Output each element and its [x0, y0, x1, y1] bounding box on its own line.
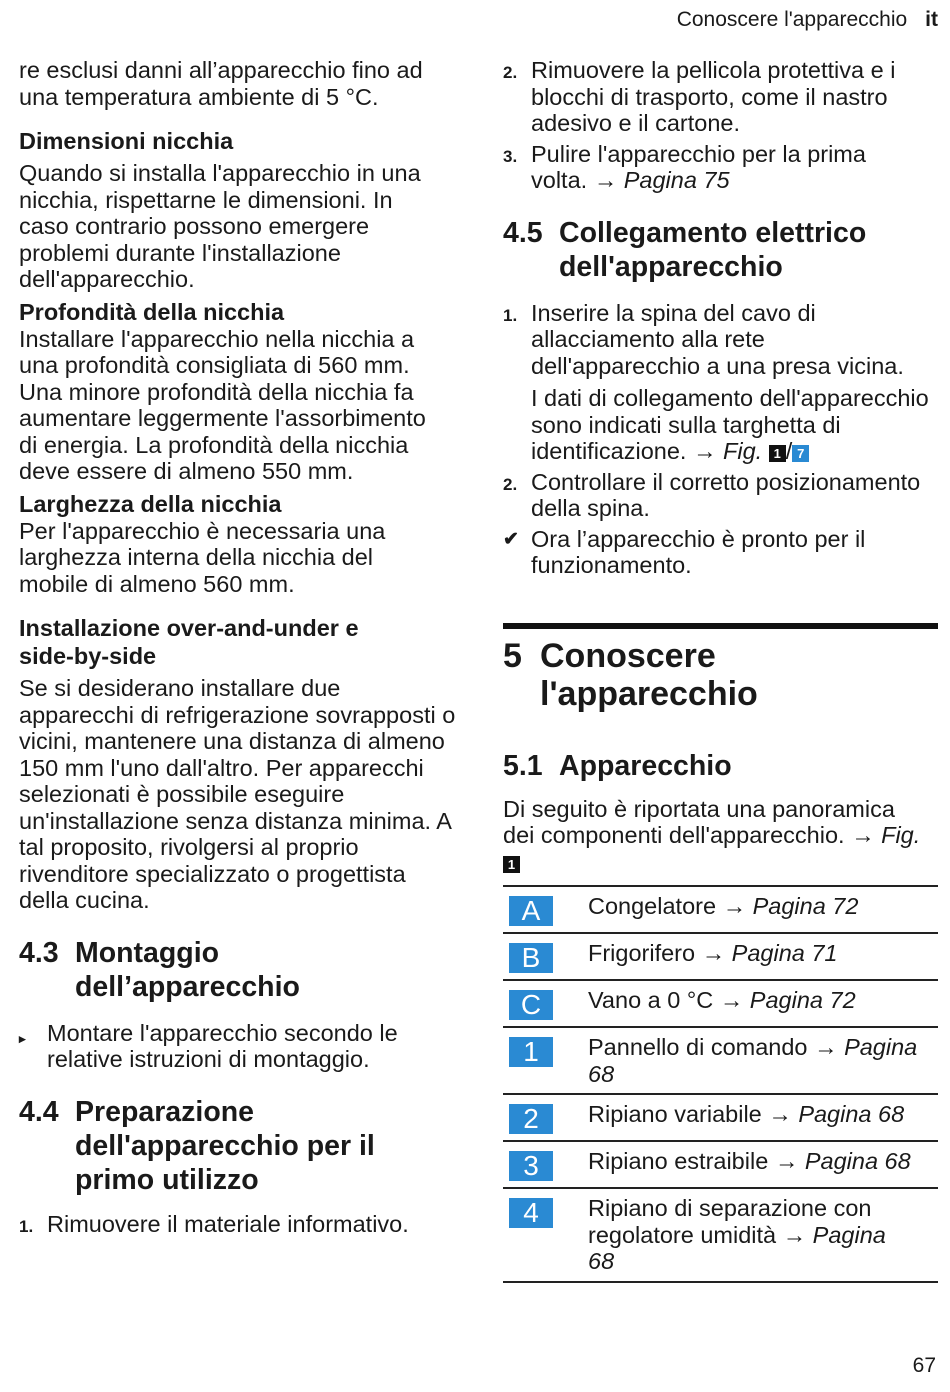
- electric-note: I dati di collegamento dell'apparecchio sono indicati sulla targhetta di identificazione. → Fig. 1 / 7: [531, 385, 929, 464]
- fig-ref: Fig.: [723, 438, 763, 464]
- check-icon: ✔: [503, 528, 519, 550]
- step-number: 1.: [19, 1216, 34, 1236]
- width-title: Larghezza della nicchia: [19, 490, 282, 517]
- component-desc-cell: [588, 933, 938, 980]
- step-text: Inserire la spina del cavo di allacciamento alla rete dell'apparecchio a una presa vicina.: [531, 299, 904, 379]
- page-ref-link[interactable]: Pagina 72: [749, 987, 856, 1013]
- section-5-1-title: Apparecchio: [559, 749, 732, 782]
- step-number: 1.: [503, 305, 518, 325]
- component-row: [503, 886, 938, 933]
- chapter-5-number: 5: [503, 636, 522, 675]
- page-ref-link[interactable]: Pagina 68: [588, 1034, 918, 1087]
- component-label: Ripiano estraibile: [588, 1148, 769, 1174]
- section-5-1-heading: [503, 749, 938, 783]
- arrow-icon: →: [774, 1148, 799, 1174]
- step-3: [503, 141, 938, 194]
- component-badge: 3: [509, 1151, 553, 1181]
- header-title: Conoscere l'apparecchio: [676, 8, 908, 31]
- intro-text: re esclusi danni all’apparecchio fino ad una temperatura ambiente di 5 °C.: [19, 57, 423, 110]
- section-5-1-text: [503, 796, 928, 876]
- component-badge: A: [509, 896, 553, 926]
- component-row: [503, 1188, 938, 1282]
- result-text: Ora l’apparecchio è pronto per il funzionamento.: [531, 525, 866, 578]
- step-text: Rimuovere la pellicola protettiva e i blocchi di trasporto, come il nastro adesivo e il cartone.: [531, 57, 896, 136]
- left-column: [19, 57, 459, 1240]
- component-label: Frigorifero: [588, 940, 696, 966]
- step-number: 2.: [503, 474, 518, 494]
- chapter-5-title: Conoscere l'apparecchio: [540, 636, 758, 713]
- width-text: Per l'apparecchio è necessaria una larghezza interna della nicchia del mobile di almeno 560 mm.: [19, 517, 386, 597]
- step-number: 2.: [503, 63, 518, 82]
- component-key-cell: [503, 1027, 588, 1094]
- page-ref-link[interactable]: Pagina 68: [798, 1101, 905, 1127]
- component-key-cell: [503, 1188, 588, 1282]
- page-ref-link[interactable]: Pagina 71: [731, 940, 838, 966]
- component-desc-cell: [588, 886, 938, 933]
- component-row: [503, 1141, 938, 1188]
- arrow-icon: →: [701, 940, 726, 966]
- right-column: [503, 57, 938, 1283]
- component-badge: 1: [509, 1037, 553, 1067]
- component-key-cell: [503, 933, 588, 980]
- component-key-cell: [503, 886, 588, 933]
- ou-text: Se si desiderano installare due apparecchi di refrigerazione sovrapposti o vicini, mantenere una distanza di almeno 150 mm l'uno dall'altro. Per apparecchi selezionati è possibile eseguire un'installazione senza distanza minima. A tal proposito, rivolgersi al proprio rivenditore specializzato o progettista della cucina.: [19, 675, 456, 913]
- bullet-text: Montare l'apparecchio secondo le relative istruzioni di montaggio.: [47, 1019, 398, 1072]
- page-ref-link[interactable]: Pagina 75: [623, 167, 730, 193]
- electric-step-2: [503, 469, 938, 522]
- overview-text: Di seguito è riportata una panoramica dei componenti dell'apparecchio.: [503, 795, 895, 848]
- component-desc-cell: [588, 1094, 938, 1141]
- component-label: Vano a 0 °C: [588, 987, 714, 1013]
- page-header: [677, 8, 938, 32]
- arrow-icon: →: [814, 1034, 838, 1060]
- component-label: Ripiano variabile: [588, 1101, 762, 1127]
- components-table: [503, 885, 938, 1283]
- step-number: 3.: [503, 146, 518, 166]
- section-4-3-number: 4.3: [19, 936, 59, 969]
- component-label: Pannello di comando: [588, 1034, 808, 1060]
- page-number: 67: [912, 1354, 936, 1377]
- fig-badge-1: 1: [503, 856, 520, 873]
- dim-text: Quando si installa l'apparecchio in una nicchia, rispettarne le dimensioni. In caso contrario possono emergere problemi durante l'installazione dell'apparecchio.: [19, 160, 421, 292]
- section-4-4-number: 4.4: [19, 1095, 59, 1128]
- fig-badge-1: 1: [769, 445, 786, 462]
- step-text: [531, 141, 921, 194]
- component-label: Congelatore: [588, 893, 717, 919]
- step-2: [503, 57, 938, 137]
- arrow-icon: →: [719, 987, 744, 1013]
- header-lang: it: [925, 8, 938, 31]
- fig-ref: Fig.: [881, 822, 921, 848]
- arrow-icon: →: [693, 438, 717, 464]
- result-item: [503, 526, 938, 579]
- section-5-1-number: 5.1: [503, 749, 543, 782]
- depth-text2: Una minore profondità della nicchia fa aumentare leggermente l'assorbimento di energia. La profondità della nicchia deve essere di almeno 550 mm.: [19, 378, 426, 484]
- component-row: [503, 1094, 938, 1141]
- chapter-rule: [503, 623, 938, 629]
- arrow-icon: →: [593, 167, 618, 193]
- electric-step-1: [503, 300, 938, 380]
- section-4-5-number: 4.5: [503, 216, 543, 249]
- depth-text1: Installare l'apparecchio nella nicchia a una profondità consigliata di 560 mm.: [19, 325, 415, 378]
- section-4-3-title: Montaggio dell’apparecchio: [75, 936, 300, 1003]
- component-row: [503, 933, 938, 980]
- step-3-text: Pulire l'apparecchio per la prima volta.: [531, 140, 866, 193]
- component-label: Ripiano di separazione con regolatore umidità: [588, 1195, 872, 1248]
- arrow-icon: →: [722, 893, 747, 919]
- component-desc-cell: [588, 1188, 938, 1282]
- section-4-5-heading: [503, 216, 938, 284]
- note-text: I dati di collegamento dell'apparecchio sono indicati sulla targhetta di identificazione.: [531, 385, 929, 464]
- page-ref-link[interactable]: Pagina 72: [752, 893, 859, 919]
- step-text: Controllare il corretto posizionamento della spina.: [531, 468, 921, 521]
- component-desc-cell: [588, 1141, 938, 1188]
- section-4-3-heading: [19, 936, 459, 1004]
- bullet-marker-icon: ▸: [19, 1030, 26, 1046]
- section-4-4-heading: [19, 1095, 459, 1197]
- depth-title: Profondità della nicchia: [19, 298, 285, 325]
- component-key-cell: [503, 1094, 588, 1141]
- step-text: Rimuovere il materiale informativo.: [47, 1210, 409, 1237]
- component-key-cell: [503, 980, 588, 1027]
- arrow-icon: →: [768, 1101, 792, 1127]
- component-desc-cell: [588, 980, 938, 1027]
- component-badge: C: [509, 990, 553, 1020]
- page-ref-link[interactable]: Pagina 68: [588, 1221, 886, 1274]
- section-4-4-title: Preparazione dell'apparecchio per il primo utilizzo: [75, 1095, 375, 1196]
- arrow-icon: →: [851, 822, 875, 848]
- component-badge: 4: [509, 1198, 553, 1228]
- component-desc-cell: [588, 1027, 938, 1094]
- ou-title: Installazione over-and-under e side-by-side: [19, 615, 359, 669]
- bullet-item: [19, 1020, 459, 1073]
- page-ref-link[interactable]: Pagina 68: [804, 1148, 911, 1174]
- component-badge: 2: [509, 1104, 553, 1134]
- component-row: [503, 1027, 938, 1094]
- step-1: [19, 1211, 459, 1241]
- chapter-5-heading: [503, 637, 938, 713]
- fig-badge-7: 7: [792, 445, 809, 462]
- component-key-cell: [503, 1141, 588, 1188]
- component-badge: B: [509, 943, 553, 973]
- component-row: [503, 980, 938, 1027]
- arrow-icon: →: [782, 1221, 807, 1248]
- dim-title: Dimensioni nicchia: [19, 128, 234, 154]
- section-4-5-title: Collegamento elettrico dell'apparecchio: [559, 216, 867, 283]
